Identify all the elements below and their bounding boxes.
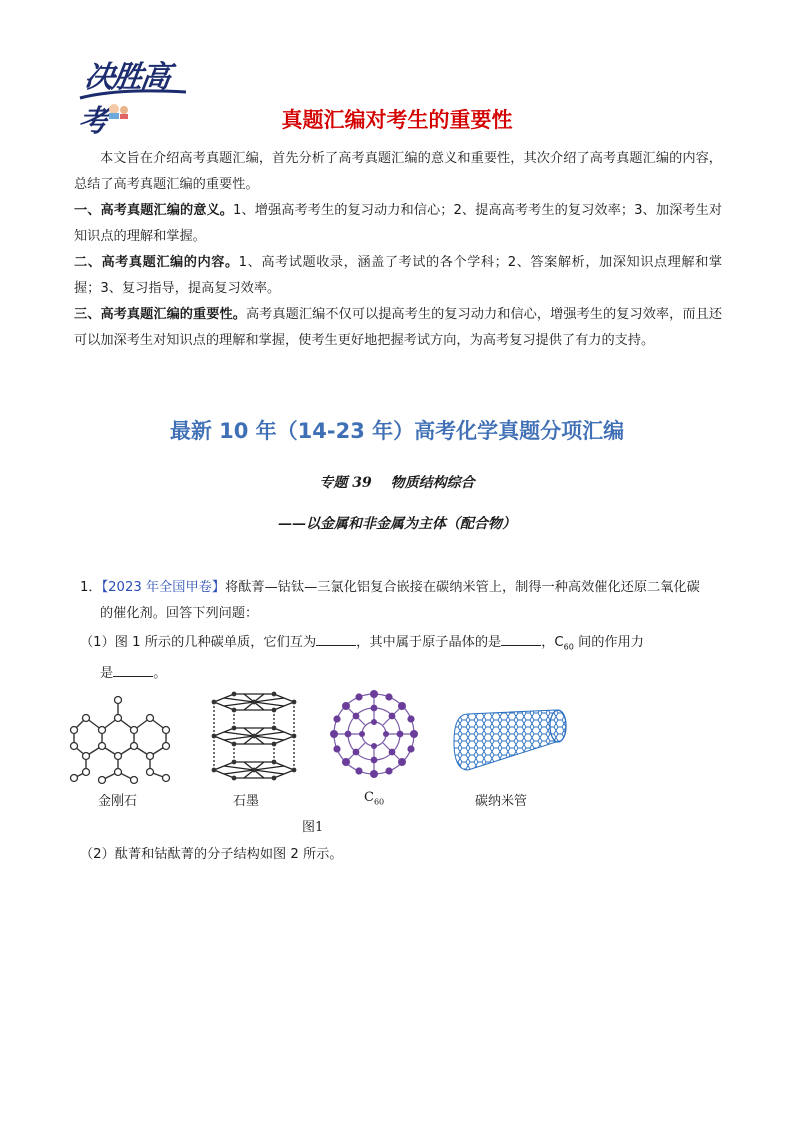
topic-heading: 专题 39 物质结构综合: [319, 475, 475, 491]
diamond-structure-icon: [66, 688, 186, 786]
answer-blank-3[interactable]: [113, 664, 153, 677]
caption-graphite: 石墨: [233, 794, 260, 809]
part2-line: （2）酞菁和钴酞菁的分子结构如图 2 所示。: [80, 847, 343, 862]
part1-c60-sub: 60: [563, 642, 574, 652]
page-title: 真题汇编对考生的重要性: [281, 108, 513, 132]
section-3-body: 高考真题汇编不仅可以提高考生的复习动力和信心，增强考生的复习效率，而且还可以加深考生对知识点的理解和掌握，使考生更好地把握考试方向，为高考复习提供了有力的支持。: [74, 307, 723, 348]
question-stem-line2: 的催化剂。回答下列问题：: [100, 606, 259, 621]
caption-c60: [364, 790, 384, 807]
caption-nanotube: 碳纳米管: [475, 794, 528, 809]
section-2-head: 二、高考真题汇编的内容。: [74, 255, 239, 270]
intro-paragraph: 本文旨在介绍高考真题汇编，首先分析了高考真题汇编的意义和重要性，其次介绍了高考真题汇编的内容，总结了高考真题汇编的重要性。: [74, 151, 722, 192]
caption-diamond: 金刚石: [98, 794, 138, 809]
answer-blank-1[interactable]: [316, 633, 356, 646]
question-source: 【2023 年全国甲卷】: [101, 580, 226, 595]
section-2-body: 1、高考试题收录，涵盖了考试的各个学科；2、答案解析，加深知识点理解和掌握；3、复习指导，提高复习效率。: [74, 255, 723, 296]
part1-text-d: 间的作用力: [573, 635, 644, 650]
part1-text-e: 是: [100, 666, 114, 681]
section-3: [74, 302, 722, 354]
figure-label: 图1: [302, 820, 324, 835]
section-3-head: 三、高考真题汇编的重要性。: [74, 307, 246, 322]
question-stem-line1: [80, 576, 700, 595]
answer-blank-2[interactable]: [501, 633, 541, 646]
logo-text: 决胜高考: [75, 60, 172, 139]
part1-text-f: 。: [153, 666, 167, 681]
topic-subheading: ——以金属和非金属为主体（配合物）: [278, 516, 516, 532]
caption-c60-sub: 60: [373, 797, 385, 807]
part1-text-a: （1）图 1 所示的几种碳单质，它们互为: [80, 635, 317, 650]
graphite-structure-icon: [204, 688, 304, 784]
carbon-nanotube-icon: [452, 706, 568, 776]
section-1: [74, 198, 722, 250]
question-stem-text: 将酞菁—钴钛—三氯化铝复合嵌接在碳纳米管上，制得一种高效催化还原二氧化碳: [225, 580, 700, 595]
part1-text-c: ，C: [541, 635, 564, 650]
c60-structure-icon: [326, 686, 422, 782]
section-1-head: 一、高考真题汇编的意义。: [74, 203, 234, 218]
section-1-body: 1、增强高考考生的复习动力和信心；2、提高高考考生的复习效率；3、加深考生对知识点的理解和掌握。: [74, 203, 723, 244]
question-number: 1．: [80, 580, 102, 595]
part1-line: [80, 631, 644, 652]
section-2: [74, 250, 722, 302]
part1-line2: [100, 662, 166, 681]
part1-text-b: ，其中属于原子晶体的是: [356, 635, 502, 650]
logo-swoosh-icon: [78, 88, 188, 104]
collection-title: 最新 10 年（14-23 年）高考化学真题分项汇编: [169, 419, 625, 443]
caption-c60-letter: C: [364, 790, 374, 805]
